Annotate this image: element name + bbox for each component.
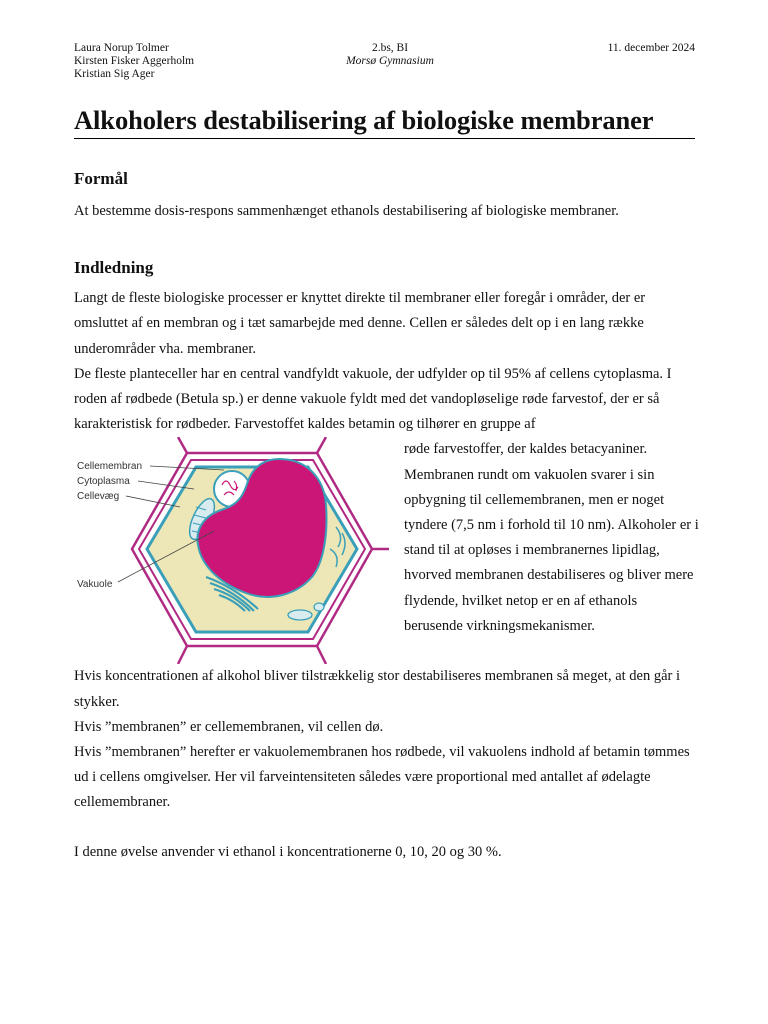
label-cytoplasma: Cytoplasma: [77, 476, 130, 488]
indledning-paragraph-3: Hvis koncentrationen af alkohol bliver tilstrækkelig stor destabiliseres membranen så meget, at den går i stykker.: [74, 668, 681, 710]
author-name: Kirsten Fisker Aggerholm: [74, 55, 195, 67]
indledning-paragraph-5: Hvis ”membranen” herefter er vakuolemembranen hos rødbede, vil vakuolens indhold af betamin tømmes ud i cellens omgivelser. Her vil farveintensiteten således være proportional med antallet af ødelagte cellemembraner.: [74, 744, 690, 811]
indledning-paragraph-4: Hvis ”membranen” er cellemembranen, vil cellen dø.: [74, 718, 384, 735]
document-title: Alkoholers destabilisering af biologiske membraner: [74, 104, 695, 139]
neighbor-wall: [178, 646, 187, 664]
neighbor-wall: [178, 437, 187, 453]
class-label: 2.bs, BI: [371, 42, 409, 54]
author-list: [74, 42, 194, 81]
paragraph-gap: [74, 816, 695, 840]
label-line-wall: [126, 496, 180, 507]
section-heading-formaal: Formål: [74, 169, 128, 188]
page-header: [74, 40, 695, 82]
indledning-paragraph-2: De fleste planteceller har en central vandfyldt vakuole, der udfylder op til 95% af cellens cytoplasma. I roden af rødbede (Betula sp.) er denne vakuole fyldt med det vandopløselige røde farvestof, der er så karakteristisk for rødbeder. Farvestoffet kaldes betamin og tilhører en gruppe af: [74, 365, 672, 433]
neighbor-wall: [317, 646, 326, 664]
figure-row: [74, 437, 699, 664]
vesicle: [314, 603, 324, 611]
plant-cell-diagram: [74, 437, 389, 664]
indledning-paragraph-1: Langt de fleste biologiske processer er knyttet direkte til membraner eller foregår i områder, der er omsluttet af en membran og i tæt samarbejde med denne. Cellen er således delt op i en lang række underområder vha. membraner.: [74, 290, 646, 357]
label-cellemembran: Cellemembran: [77, 461, 143, 473]
author-name: Laura Norup Tolmer: [74, 42, 169, 54]
formaal-text: At bestemme dosis-respons sammenhænget ethanols destabilisering af biologiske membraner.: [74, 203, 619, 219]
document-page: [74, 40, 699, 865]
mitochondrion: [288, 610, 312, 620]
label-cellevaeg: Cellevæg: [77, 491, 120, 503]
indledning-paragraph-6: I denne øvelse anvender vi ethanol i koncentrationerne 0, 10, 20 og 30 %.: [74, 843, 502, 860]
neighbor-wall: [317, 437, 326, 453]
class-info: [340, 42, 440, 68]
section-heading-indledning: Indledning: [74, 258, 154, 278]
header-date: 11. december 2024: [607, 42, 695, 54]
label-vakuole: Vakuole: [77, 579, 113, 591]
indledning-paragraph-2-continued: røde farvestoffer, der kaldes betacyaniner. Membranen rundt om vakuolen svarer i sin opbygning til cellemembranen, men er noget tyndere (7,5 nm i forhold til 10 nm). Alkoholer er i stand til at opløses i membranernes lipidlag, hvorved membranen destabiliseres og bliver mere flydende, hvilket netop er en af ethanols berusende virkningsmekanismer.: [404, 441, 699, 634]
author-name: Kristian Sig Ager: [74, 68, 155, 80]
school-name: Morsø Gymnasium: [346, 55, 434, 67]
